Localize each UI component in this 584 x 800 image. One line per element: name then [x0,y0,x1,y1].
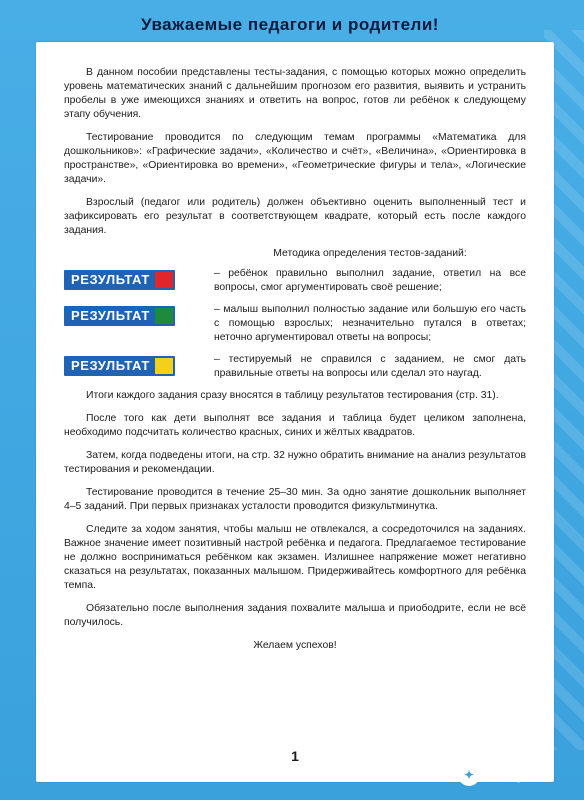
result-text-yellow: – тестируемый не справился с заданием, не смог дать правильные ответы на вопросы или сделал это наугад. [214,354,526,379]
green-square-icon [155,308,173,324]
method-title: Методика определения тестов-заданий: [273,248,467,259]
paragraph-adult: Взрослый (педагог или родитель) должен объективно оценить выполненный тест и зафиксировать его результат в соответствующем квадрате, который есть после каждого задания. [64,197,526,236]
paragraph-duration: Тестирование проводится в течение 25–30 мин. За одно занятие дошкольник выполняет 4–5 заданий. При первых признаках усталости проводится физкультминутка. [64,487,526,512]
result-row-green [64,303,526,345]
closing-wish: Желаем успехов! [253,640,337,651]
paragraph-intro: В данном пособии представлены тесты-задания, с помощью которых можно определить уровень математических знаний с дальнейшим прогнозом его развития, выявить и устранить пробелы в уже имеющихся знаниях и ответить на вопрос, готов ли ребёнок к следующему этапу обучения. [64,67,526,120]
paragraph-praise: Обязательно после выполнения задания похвалите малыша и приободрите, если не всё получилось. [64,603,526,628]
labirint-logo-text: Лабиринт [484,767,547,783]
labirint-logo [458,760,547,790]
result-text-red: – ребёнок правильно выполнил задание, ответил на все вопросы, смог аргументировать своё решение; [214,268,526,293]
content-body [64,66,526,653]
page-number: 1 [291,748,299,764]
paragraph-table: Итоги каждого задания сразу вносятся в таблицу результатов тестирования (стр. 31). [86,390,499,401]
paragraph-attention: Следите за ходом занятия, чтобы малыш не отвлекался, а сосредоточился на заданиях. Важное значение имеет позитивный настрой ребёнка и педагога. Предлагаемое тестирование не должно восприниматься ребёнком как экзамен. Излишнее напряжение может негативно сказаться на результатах, показанных малышом. Придерживайтесь комфортного для ребёнка темпа. [64,524,526,591]
result-row-red [64,267,526,295]
result-badge [64,270,175,290]
content-sheet [36,42,554,782]
red-square-icon [155,272,173,288]
labirint-logo-icon: ✦ [458,764,480,786]
result-text-green: – малыш выполнил полностью задание или большую его часть с помощью взрослых; незначительно путался в ответах; неточно аргументировал ответы на вопросы; [214,304,526,343]
paragraph-topics: Тестирование проводится по следующим темам программы «Математика для дошкольников»: «Графические задачи», «Количество и счёт», «Величина», «Ориентировка в пространстве», «Ориентировка во времени», «Геометрические фигуры и тела», «Логические задачи». [64,132,526,185]
paragraph-analysis: Затем, когда подведены итоги, на стр. 32 нужно обратить внимание на анализ результатов тестирования и рекомендации. [64,450,526,475]
result-badge [64,306,175,326]
page-title: Уважаемые педагоги и родители! [141,15,439,34]
result-badge-label: РЕЗУЛЬТАТ [71,358,150,373]
result-badge [64,356,175,376]
result-badge-label: РЕЗУЛЬТАТ [71,272,150,287]
yellow-square-icon [155,358,173,374]
result-row-yellow [64,353,526,381]
paragraph-count: После того как дети выполнят все задания и таблица будет целиком заполнена, необходимо подсчитать количество красных, синих и жёлтых квадратов. [64,413,526,438]
result-badge-label: РЕЗУЛЬТАТ [71,308,150,323]
